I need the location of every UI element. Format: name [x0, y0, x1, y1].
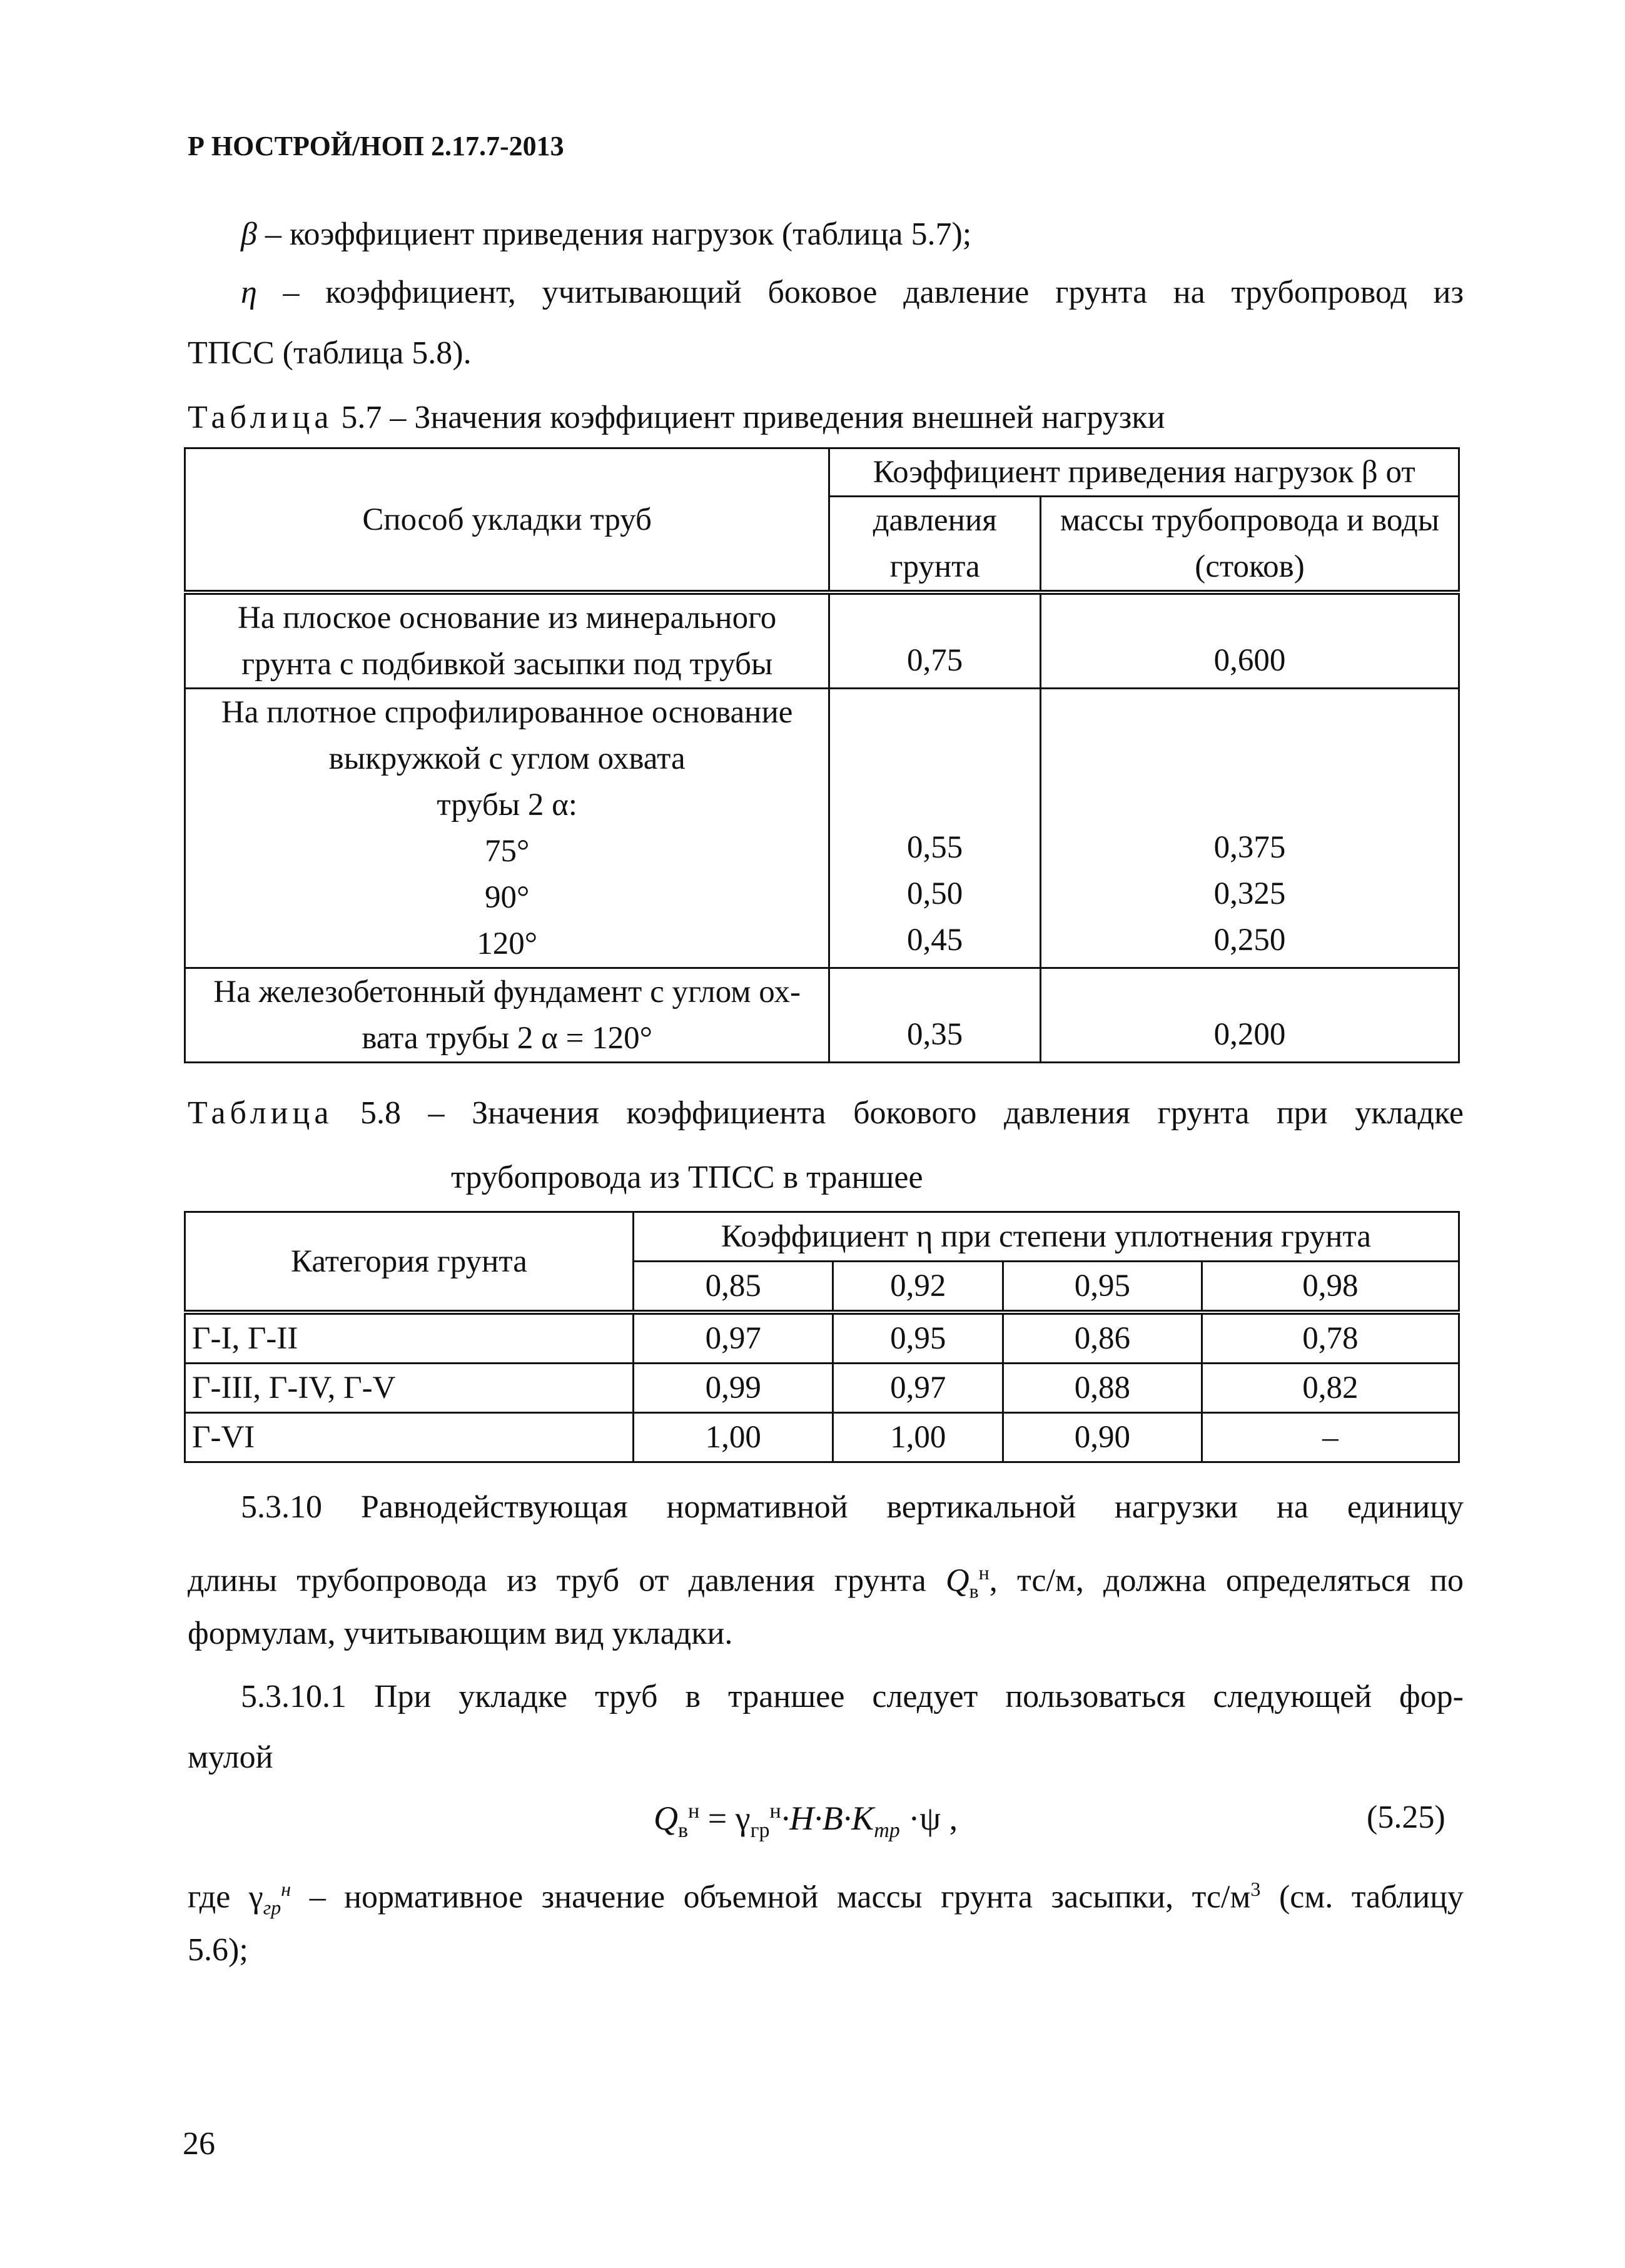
table57-row2-intro: На плотное спрофилированное основание выкружкой с углом охвата [221, 695, 793, 776]
table57-row2-mass-value: 0,375 [1213, 830, 1286, 865]
beta-symbol: β [241, 216, 257, 252]
eta-definition-line2: ТПСС (таблица 5.8). [188, 335, 472, 371]
para-5-3-10-text-a: длины трубопровода из труб от давления грунта [188, 1562, 946, 1599]
table58-value: 1,00 [633, 1413, 833, 1462]
table58-category: Г-I, Г-II [185, 1312, 634, 1364]
table58-header-coeff: Коэффициент η при степени уплотнения грунта [633, 1212, 1459, 1262]
eta-definition-line1 [188, 274, 1464, 311]
table57-header-method: Способ укладки труб [185, 448, 829, 593]
table57-row2-method [185, 689, 829, 968]
table58-value: 0,99 [633, 1364, 833, 1413]
where-line1 [188, 1870, 1464, 1926]
table-row [185, 1364, 1459, 1413]
table57-row3-method-line2: вата трубы 2 α = 120° [362, 1021, 652, 1056]
formula-5-25 [654, 1799, 958, 1843]
table-row [185, 968, 1459, 1063]
formula-gamma-sup: н [769, 1800, 781, 1823]
table58-value: 0,82 [1202, 1364, 1459, 1413]
table58-degree: 0,95 [1003, 1262, 1202, 1313]
table57-caption [188, 399, 1464, 437]
table58-value: 0,97 [633, 1312, 833, 1364]
table57-header-mass: массы трубопровода и воды (стоков) [1040, 497, 1459, 593]
formula-gamma-sub: гр [750, 1818, 770, 1842]
formula-end: ·ψ , [899, 1800, 958, 1837]
table57-row2-soil [829, 689, 1041, 968]
where-gamma-sup: н [281, 1878, 291, 1900]
table58-degree: 0,85 [633, 1262, 833, 1313]
table-row [185, 1312, 1459, 1364]
para-5-3-10-text-b: , тс/м, должна определяться по [989, 1562, 1464, 1599]
table58-value: – [1202, 1413, 1459, 1462]
table57-row2-soil-value: 0,50 [907, 876, 963, 911]
table57-caption-word: Таблица [188, 400, 333, 435]
table58-caption-line2: трубопровода из ТПСС в траншее [451, 1160, 923, 1195]
para-5-3-10-line1: 5.3.10 Равнодействующая нормативной вертикальной нагрузки на единицу [241, 1489, 1464, 1525]
where-text-c: (см. таблицу [1260, 1879, 1464, 1915]
table58-caption-text: 5.8 – Значения коэффициента бокового давления грунта при укладке [333, 1095, 1464, 1131]
table57-row1-mass: 0,600 [1040, 592, 1459, 689]
table57-caption-text: 5.7 – Значения коэффициент приведения внешней нагрузки [333, 400, 1165, 435]
table57-row3-mass: 0,200 [1040, 968, 1459, 1063]
table58-caption-word: Таблица [188, 1095, 333, 1131]
table58-value: 0,88 [1003, 1364, 1202, 1413]
table58-caption [188, 1095, 1464, 1132]
table57-header-soil: давления грунта [829, 497, 1041, 593]
table58-value: 0,90 [1003, 1413, 1202, 1462]
where-text-a: где γ [188, 1879, 263, 1915]
para-5-3-10-line2 [188, 1554, 1464, 1610]
table58-value: 0,78 [1202, 1312, 1459, 1364]
table58-header-category: Категория грунта [185, 1212, 634, 1313]
table57-row3-method [185, 968, 829, 1063]
table57-row2-mass-value: 0,325 [1213, 876, 1286, 911]
para-5-3-10-line3: формулам, учитывающим вид укладки. [188, 1616, 733, 1651]
Q-superscript: н [978, 1561, 990, 1584]
table58-value: 0,86 [1003, 1312, 1202, 1364]
where-gamma-sub: гр [263, 1896, 281, 1919]
formula-mid: ·H·B·K [781, 1800, 874, 1837]
document-header: Р НОСТРОЙ/НОП 2.17.7-2013 [188, 131, 564, 161]
formula-Q-sup: н [688, 1800, 700, 1823]
table58-value: 0,97 [833, 1364, 1003, 1413]
para-5-3-10-1-line1: 5.3.10.1 При укладке труб в траншее следует пользоваться следующей фор- [241, 1679, 1464, 1714]
table58-value: 1,00 [833, 1413, 1003, 1462]
table57-row1-soil: 0,75 [829, 592, 1041, 689]
page-number: 26 [183, 2126, 215, 2162]
table58-degree: 0,92 [833, 1262, 1003, 1313]
table58-value: 0,95 [833, 1312, 1003, 1364]
formula-Q-sub: в [678, 1818, 689, 1842]
where-text-b: – нормативное значение объемной массы грунта засыпки, тс/м [291, 1879, 1251, 1915]
eta-symbol: η [241, 275, 257, 310]
table57-row2-angle: 90° [484, 880, 530, 915]
table57-row2-mass-value: 0,250 [1213, 923, 1286, 958]
where-line2: 5.6); [188, 1932, 248, 1968]
table58-category: Г-III, Г-IV, Г-V [185, 1364, 634, 1413]
table-5-8 [184, 1211, 1460, 1463]
eta-text: – коэффициент, учитывающий боковое давление грунта на трубопровод из [256, 275, 1464, 310]
table57-row2-mass [1040, 689, 1459, 968]
formula-number: (5.25) [1367, 1800, 1445, 1835]
table-row [185, 1413, 1459, 1462]
table57-row2-soil-value: 0,55 [907, 830, 963, 865]
table-5-7 [184, 447, 1460, 1063]
table58-category: Г-VI [185, 1413, 634, 1462]
Q-symbol: Q [945, 1562, 969, 1599]
table57-row2-angle: 75° [484, 834, 530, 869]
table57-row2-angle: 120° [477, 926, 538, 961]
table-row [185, 689, 1459, 968]
where-sup-3: 3 [1250, 1878, 1261, 1900]
table-row [185, 592, 1459, 689]
beta-text: – коэффициент приведения нагрузок (таблица 5.7); [256, 216, 972, 252]
para-5-3-10-1-line2: мулой [188, 1739, 273, 1775]
table57-header-coeff: Коэффициент приведения нагрузок β от [829, 448, 1459, 497]
table57-row3-method-line1: На железобетонный фундамент с углом ох- [213, 975, 801, 1010]
table57-row2-intro2: трубы 2 α: [437, 787, 577, 823]
formula-K-sub: тр [874, 1818, 900, 1842]
table58-degree: 0,98 [1202, 1262, 1459, 1313]
table57-row3-soil: 0,35 [829, 968, 1041, 1063]
formula-eq: = γ [699, 1800, 751, 1837]
formula-Q: Q [654, 1800, 678, 1837]
table57-row1-method: На плоское основание из минерального грунта с подбивкой засыпки под трубы [185, 592, 829, 689]
Q-subscript: в [969, 1579, 979, 1602]
table57-row2-soil-value: 0,45 [907, 923, 963, 958]
beta-definition [188, 216, 1464, 253]
